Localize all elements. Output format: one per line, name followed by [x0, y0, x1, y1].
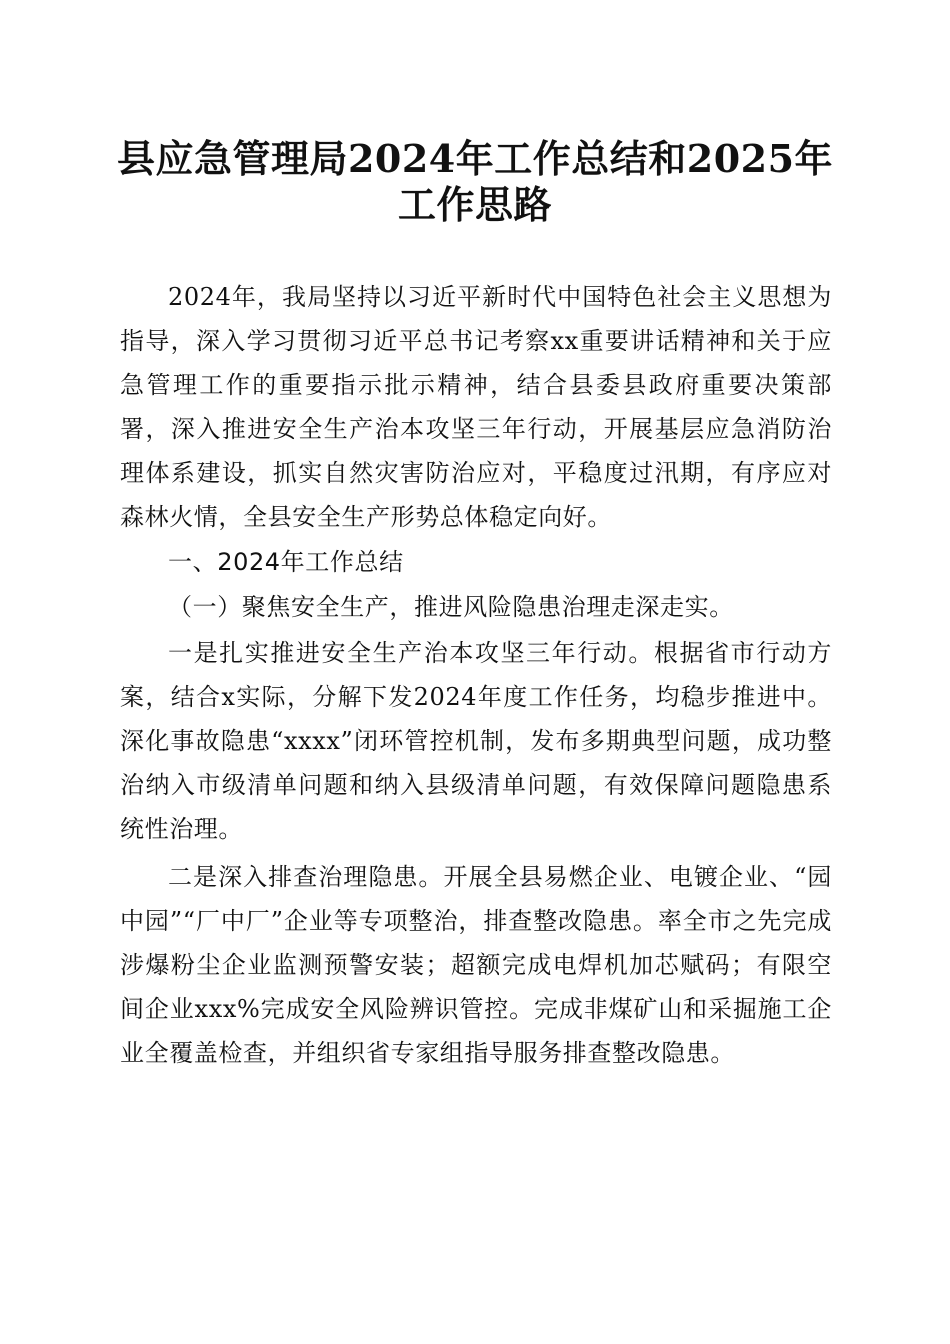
intro-paragraph: 2024年，我局坚持以习近平新时代中国特色社会主义思想为指导，深入学习贯彻习近平总书记考察xx重要讲话精神和关于应急管理工作的重要指示批示精神，结合县委县政府重要决策部署，深入推进安全生产治本攻坚三年行动，开展基层应急消防治理体系建设，抓实自然灾害防治应对，平稳度过汛期，有序应对森林火情，全县安全生产形势总体稳定向好。 [120, 283, 832, 531]
body-paragraph-1: 一是扎实推进安全生产治本攻坚三年行动。根据省市行动方案，结合x实际，分解下发2024年度工作任务，均稳步推进中。深化事故隐患“xxxx”闭环管控机制，发布多期典型问题，成功整治纳入市级清单问题和纳入县级清单问题，有效保障问题隐患系统性治理。 [120, 639, 832, 843]
body-paragraph-2: 二是深入排查治理隐患。开展全县易燃企业、电镀企业、“园中园”“厂中厂”企业等专项整治，排查整改隐患。率全市之先完成涉爆粉尘企业监测预警安装；超额完成电焊机加芯赋码；有限空间企业xxx%完成安全风险辨识管控。完成非煤矿山和采掘施工企业全覆盖检查，并组织省专家组指导服务排查整改隐患。 [120, 863, 832, 1067]
document-body [120, 275, 832, 1075]
subsection-heading: （一）聚焦安全生产，推进风险隐患治理走深走实。 [168, 593, 734, 621]
section-heading: 一、2024年工作总结 [168, 548, 404, 576]
document-title: 县应急管理局2024年工作总结和2025年工作思路 [116, 136, 834, 227]
